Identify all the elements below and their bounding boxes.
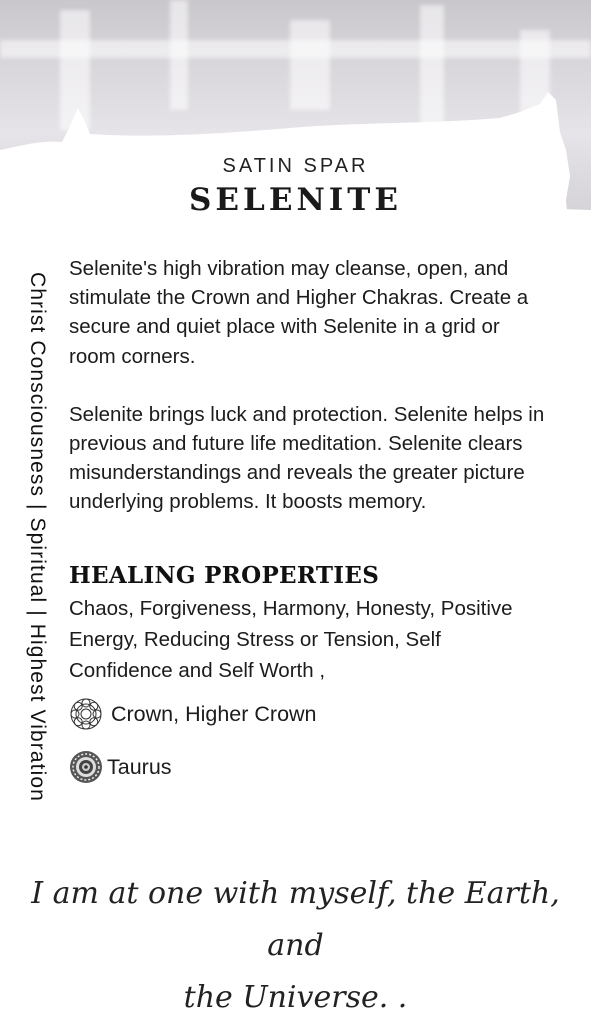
affirmation-line-2: the Universe. . bbox=[183, 980, 408, 1015]
crown-chakra-icon bbox=[69, 697, 103, 731]
crystal-title: SELENITE bbox=[189, 182, 402, 218]
affirmation-line-1: I am at one with myself, the Earth, and bbox=[31, 876, 560, 963]
description-paragraph-2: Selenite brings luck and protection. Selenite helps in previous and future life meditation. Selenite clears misunderstandings and reveals the greater picture underlying problems. It boosts memory. bbox=[69, 402, 545, 514]
crystal-subtitle: SATIN SPAR bbox=[222, 155, 369, 177]
zodiac-row bbox=[69, 750, 172, 784]
description bbox=[69, 254, 549, 517]
chakra-label: Crown, Higher Crown bbox=[111, 701, 317, 726]
healing-heading: HEALING PROPERTIES bbox=[69, 562, 380, 589]
affirmation bbox=[0, 868, 591, 1024]
description-paragraph-1: Selenite's high vibration may cleanse, open, and stimulate the Crown and Higher Chakras. Create a secure and quiet place with Selenite in a grid or room corners. bbox=[69, 257, 529, 368]
zodiac-label: Taurus bbox=[107, 754, 172, 779]
vertical-keywords: Christ Consciousness | Spiritual | Highest Vibration bbox=[26, 272, 49, 802]
healing-properties: Chaos, Forgiveness, Harmony, Honesty, Positive Energy, Reducing Stress or Tension, Self Confidence and Self Worth , bbox=[69, 597, 513, 682]
hero-banner bbox=[0, 0, 591, 222]
taurus-mandala-icon bbox=[69, 750, 103, 784]
chakra-row bbox=[69, 697, 317, 731]
